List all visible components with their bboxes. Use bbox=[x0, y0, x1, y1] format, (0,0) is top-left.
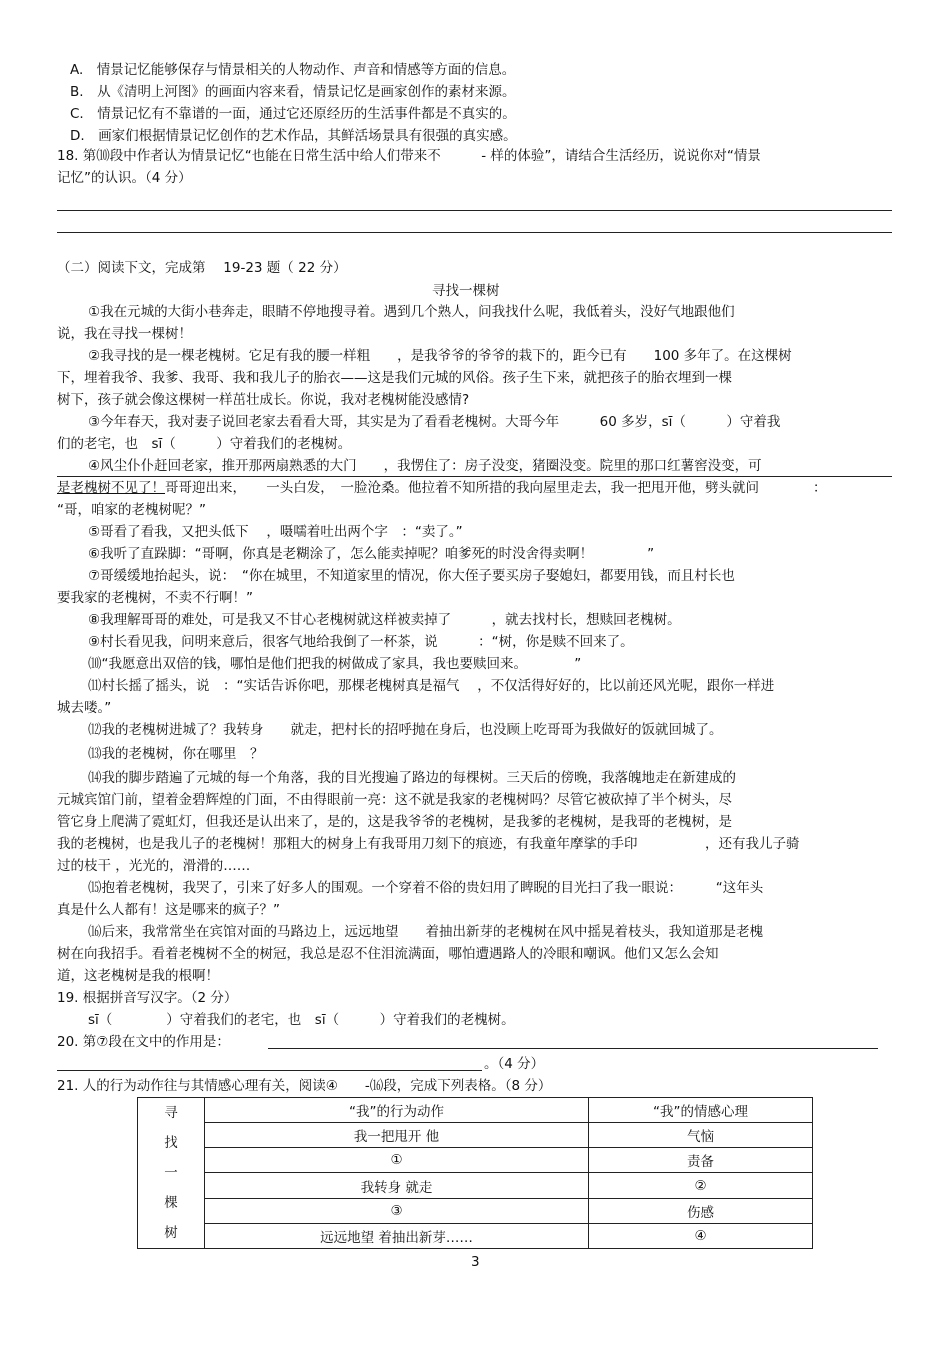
q19-blanks: sī（ ）守着我们的老宅，也 sī（ ）守着我们的老槐树。 bbox=[88, 1012, 515, 1028]
paragraph-14: 管它身上爬满了霓虹灯，但我还是认出来了，是的，这是我爷爷的老槐树，是我爹的老槐树，是我哥的老槐树，是 bbox=[57, 814, 732, 830]
answer-line bbox=[268, 1048, 878, 1049]
q18-line2: 记忆”的认识。（4 分） bbox=[57, 170, 192, 186]
table-cell: 我转身 就走 bbox=[205, 1173, 589, 1198]
table-cell: ① bbox=[205, 1148, 589, 1173]
paragraph-15: ⒂抱着老槐树，我哭了，引来了好多人的围观。一个穿着不俗的贵妇用了睥睨的目光扫了我一眼说： “这年头 bbox=[88, 880, 764, 896]
underline-rule bbox=[57, 476, 892, 477]
paragraph-14: 元城宾馆门前，望着金碧辉煌的门面，不由得眼前一亮：这不就是我家的老槐树吗？尽管它被砍掉了半个树头，尽 bbox=[57, 792, 732, 808]
page-number: 3 bbox=[471, 1254, 480, 1270]
table-cell: 伤感 bbox=[589, 1198, 813, 1223]
option-b: B. 从《清明上河图》的画面内容来看，情景记忆是画家创作的素材来源。 bbox=[70, 84, 516, 100]
q21-prompt: 21. 人的行为动作往与其情感心理有关，阅读④ -⒃段，完成下列表格。（8 分） bbox=[57, 1078, 552, 1094]
table-cell: 我一把甩开 他 bbox=[205, 1123, 589, 1148]
table-side-label: 寻 找 一 棵 树 bbox=[138, 1098, 205, 1249]
paragraph-16: 道，这老槐树是我的根啊！ bbox=[57, 968, 219, 984]
paragraph-11: 城去喽。” bbox=[57, 700, 112, 716]
paragraph-1: ①我在元城的大街小巷奔走，眼睛不停地搜寻着。遇到几个熟人，问我找什么呢，我低着头，没好气地跟他们 bbox=[88, 304, 735, 320]
paragraph-12: ⑿我的老槐树进城了？我转身 就走，把村长的招呼抛在身后，也没顾上吃哥哥为我做好的饭就回城了。 bbox=[88, 722, 723, 738]
table-cell: ③ bbox=[205, 1198, 589, 1223]
table-cell: 责备 bbox=[589, 1148, 813, 1173]
paragraph-7: 要我家的老槐树，不卖不行啊！” bbox=[57, 590, 253, 606]
paragraph-9: ⑨村长看见我，问明来意后，很客气地给我倒了一杯茶，说 ：“树，你是赎不回来了。 bbox=[88, 634, 634, 650]
table-cell: ② bbox=[589, 1173, 813, 1198]
paragraph-8: ⑧我理解哥哥的难处，可是我又不甘心老槐树就这样被卖掉了 ，就去找村长，想赎回老槐树。 bbox=[88, 612, 681, 628]
answer-line bbox=[57, 232, 892, 233]
paragraph-14: ⒁我的脚步踏遍了元城的每一个角落，我的目光搜遍了路边的每棵树。三天后的傍晚，我落魄地走在新建成的 bbox=[88, 770, 736, 786]
paragraph-4: 是老槐树不见了！哥哥迎出来， 一头白发， 一脸沧桑。他拉着不知所措的我向屋里走去，我一把甩开他，劈头就问 ： bbox=[57, 480, 827, 496]
paragraph-16: ⒃后来，我常常坐在宾馆对面的马路边上，远远地望 着抽出新芽的老槐树在风中摇晃着枝头，我知道那是老槐 bbox=[88, 924, 763, 940]
q20-prompt: 20. 第⑦段在文中的作用是： bbox=[57, 1034, 230, 1050]
paragraph-15: 真是什么人都有！这是哪来的疯子？” bbox=[57, 902, 280, 918]
paragraph-14: 过的枝干 ，光光的，滑滑的…… bbox=[57, 858, 251, 874]
story-title: 寻找一棵树 bbox=[432, 283, 500, 299]
paragraph-7: ⑦哥缓缓地抬起头，说： “你在城里，不知道家里的情况，你大侄子要买房子娶媳妇，都要用钱，而且村长也 bbox=[88, 568, 735, 584]
paragraph-2: 下，埋着我爷、我爹、我哥、我和我儿子的胎衣——这是我们元城的风俗。孩子生下来，就把孩子的胎衣埋到一棵 bbox=[57, 370, 732, 386]
paragraph-2: 树下，孩子就会像这棵树一样茁壮成长。你说，我对老槐树能没感情? bbox=[57, 392, 470, 408]
paragraph-1: 说，我在寻找一棵树！ bbox=[57, 326, 192, 342]
answer-line bbox=[57, 210, 892, 211]
paragraph-11: ⑾村长摇了摇头，说 ：“实话告诉你吧，那棵老槐树真是福气 ，不仅活得好好的，比以前还风光呢，跟你一样进 bbox=[88, 678, 775, 694]
table-cell: 远远地望 着抽出新芽…… bbox=[205, 1223, 589, 1248]
answer-table bbox=[137, 1097, 813, 1249]
underlined-sentence: 是老槐树不见了！ bbox=[57, 480, 165, 496]
paragraph-10: ⑽“我愿意出双倍的钱，哪怕是他们把我的树做成了家具，我也要赎回来。 ” bbox=[88, 656, 582, 672]
table-cell: ④ bbox=[589, 1223, 813, 1248]
paragraph-3: 们的老宅，也 sī（ ）守着我们的老槐树。 bbox=[57, 436, 352, 452]
paragraph-4: ④风尘仆仆赶回老家，推开那两扇熟悉的大门 ，我愣住了：房子没变，猪圈没变。院里的那口红薯窖没变，可 bbox=[88, 458, 762, 474]
paragraph-13: ⒀我的老槐树，你在哪里 ？ bbox=[88, 746, 264, 762]
paragraph-4: “哥，咱家的老槐树呢？” bbox=[57, 502, 206, 518]
paragraph-3: ③今年春天，我对妻子说回老家去看看大哥，其实是为了看看老槐树。大哥今年 60 多岁，sī（ ）守着我 bbox=[88, 414, 781, 430]
table-cell: 气恼 bbox=[589, 1123, 813, 1148]
q19-prompt: 19. 根据拼音写汉字。（2 分） bbox=[57, 990, 238, 1006]
q18-line1: 18. 第⑽段中作者认为情景记忆“也能在日常生活中给人们带来不 - 样的体验”，请结合生活经历，说说你对“情景 bbox=[57, 148, 761, 164]
paragraph-14: 我的老槐树，也是我儿子的老槐树！那粗大的树身上有我哥用刀刻下的痕迹，有我童年摩挲的手印 ，还有我儿子骑 bbox=[57, 836, 800, 852]
table-header: “我”的情感心理 bbox=[589, 1098, 813, 1123]
section-header: （二）阅读下文，完成第 19-23 题（ 22 分） bbox=[57, 260, 347, 276]
paragraph-16: 树在向我招手。看着老槐树不全的树冠，我总是忍不住泪流满面，哪怕遭遇路人的冷眼和嘲讽。他们又怎么会知 bbox=[57, 946, 719, 962]
paragraph-5: ⑤哥看了看我，又把头低下 ，嗫嚅着吐出两个字 ：“卖了。” bbox=[88, 524, 463, 540]
option-a: A. 情景记忆能够保存与情景相关的人物动作、声音和情感等方面的信息。 bbox=[70, 62, 516, 78]
paragraph-2: ②我寻找的是一棵老槐树。它足有我的腰一样粗 ，是我爷爷的爷爷的栽下的，距今已有 100 多年了。在这棵树 bbox=[88, 348, 792, 364]
table-header: “我”的行为动作 bbox=[205, 1098, 589, 1123]
paragraph-6: ⑥我听了直跺脚：“哥啊，你真是老糊涂了，怎么能卖掉呢？咱爹死的时没舍得卖啊！ ” bbox=[88, 546, 655, 562]
q20-score: 。（4 分） bbox=[484, 1056, 545, 1072]
answer-line bbox=[57, 1070, 482, 1071]
option-c: C. 情景记忆有不靠谱的一面，通过它还原经历的生活事件都是不真实的。 bbox=[70, 106, 516, 122]
option-d: D. 画家们根据情景记忆创作的艺术作品，其鲜活场景具有很强的真实感。 bbox=[70, 128, 517, 144]
